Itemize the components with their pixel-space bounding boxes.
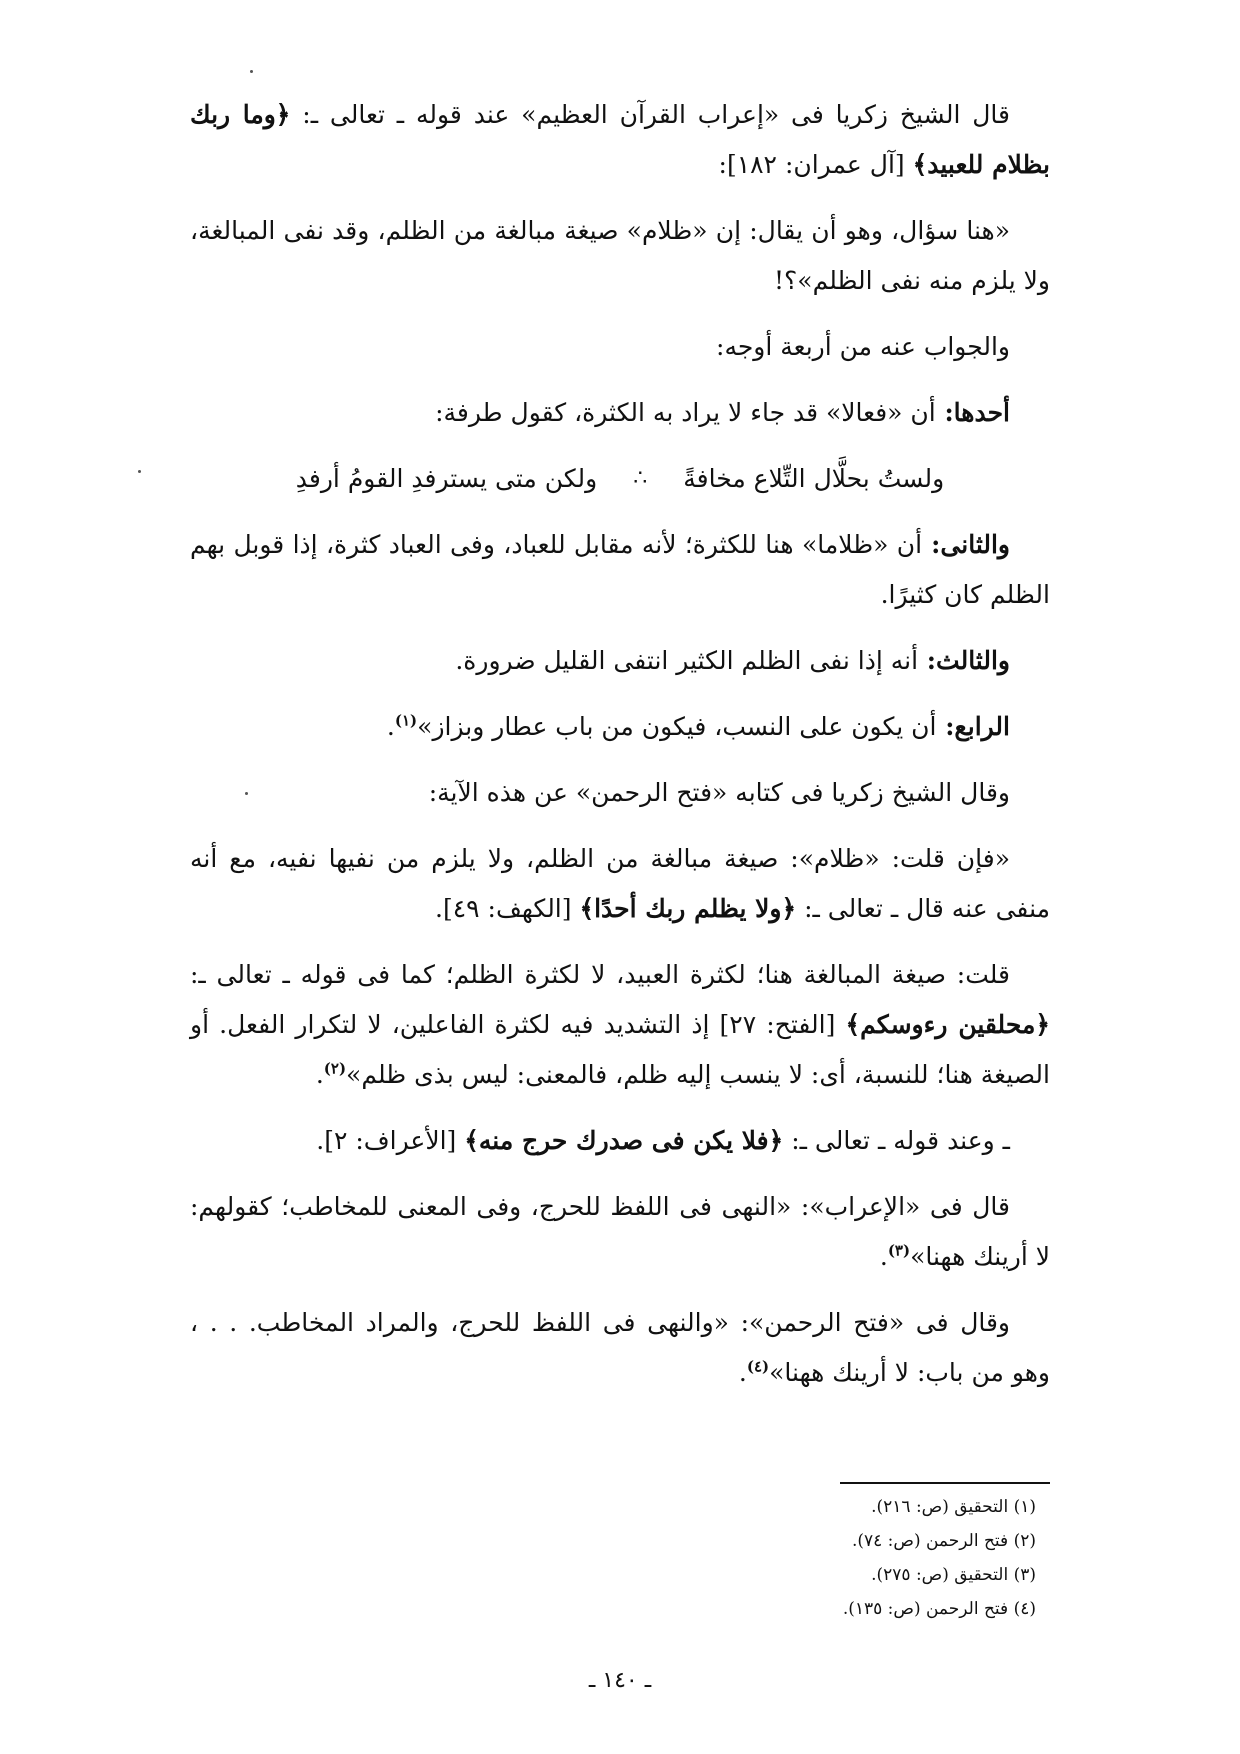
paragraph bbox=[190, 1182, 1050, 1282]
quran-verse: ﴿وما ربك بظلام للعبيد﴾ bbox=[190, 100, 1050, 179]
paragraph-text: أن «ظلاما» هنا للكثرة؛ لأنه مقابل للعباد، وفى العباد كثرة، إذا قوبل بهم الظلم كان كثيرًا. bbox=[190, 530, 1050, 609]
footnote-marker: (١) bbox=[394, 711, 418, 730]
quran-verse: ﴿ولا يظلم ربك أحدًا﴾ bbox=[579, 894, 797, 923]
paragraph bbox=[190, 322, 1050, 372]
paragraph-text: «هنا سؤال، وهو أن يقال: إن «ظلام» صيغة مبالغة من الظلم، وقد نفى المبالغة، ولا يلزم منه نفى الظلم»؟! bbox=[190, 216, 1050, 295]
page-body bbox=[190, 90, 1050, 1414]
verse-reference: [الفتح: ٢٧] إذ التشديد فيه لكثرة الفاعلين، لا لتكرار الفعل. أو الصيغة هنا؛ للنسبة، أى: لا ينسب إليه ظلم، فالمعنى: ليس بذى ظلم» bbox=[190, 1010, 1050, 1089]
quran-verse: ﴿محلقين رءوسكم﴾ bbox=[845, 1010, 1050, 1039]
paragraph-end: . bbox=[386, 712, 395, 741]
poem-second-hemistich: ولكن متى يسترفدِ القومُ أرفدِ bbox=[295, 464, 598, 493]
paragraph bbox=[190, 950, 1050, 1100]
poem-verse bbox=[190, 454, 1050, 504]
paragraph-lead: أحدها: bbox=[935, 398, 1010, 427]
paragraph-text: وقال فى «فتح الرحمن»: «والنهى فى اللفظ للحرج، والمراد المخاطب. . . ، وهو من باب: لا أرينك ههنا» bbox=[190, 1308, 1050, 1387]
paragraph bbox=[190, 206, 1050, 306]
paragraph-lead: والثانى: bbox=[922, 530, 1011, 559]
quran-verse: ﴿فلا يكن فى صدرك حرج منه﴾ bbox=[464, 1126, 784, 1155]
paragraph-text: أن «فعالا» قد جاء لا يراد به الكثرة، كقول طرفة: bbox=[435, 398, 936, 427]
paragraph-text: «فإن قلت: «ظلام»: صيغة مبالغة من الظلم، ولا يلزم من نفيها نفيه، مع أنه منفى عنه قال ـ تعالى ـ: bbox=[190, 844, 1050, 923]
paragraph-end: . bbox=[879, 1242, 888, 1271]
paragraph-text: ـ وعند قوله ـ تعالى ـ: bbox=[783, 1126, 1010, 1155]
verse-reference: [آل عمران: ١٨٢]: bbox=[718, 150, 913, 179]
footnote-marker: (٢) bbox=[323, 1059, 347, 1078]
paragraph-lead: والثالث: bbox=[918, 646, 1010, 675]
page-number: ـ ١٤٠ ـ bbox=[588, 1668, 652, 1693]
footnote-divider bbox=[840, 1482, 1050, 1484]
paragraph bbox=[190, 388, 1050, 438]
footnote-item: (١) التحقيق (ص: ٢١٦). bbox=[871, 1497, 1036, 1517]
footnote-marker: (٤) bbox=[746, 1357, 770, 1376]
paragraph bbox=[190, 1116, 1050, 1166]
paragraph-text: قال الشيخ زكريا فى «إعراب القرآن العظيم» عند قوله ـ تعالى ـ: bbox=[290, 100, 1010, 129]
verse-reference: [الكهف: ٤٩]. bbox=[435, 894, 580, 923]
poem-first-hemistich: ولستُ بحلَّال التِّلاع مخافةً bbox=[683, 464, 945, 493]
paragraph bbox=[190, 520, 1050, 620]
footnote-marker: (٣) bbox=[887, 1241, 911, 1260]
paragraph-text: قال فى «الإعراب»: «النهى فى اللفظ للحرج، وفى المعنى للمخاطب؛ كقولهم: لا أرينك ههنا» bbox=[190, 1192, 1050, 1271]
paragraph-text: قلت: صيغة المبالغة هنا؛ لكثرة العبيد، لا لكثرة الظلم؛ كما فى قوله ـ تعالى ـ: bbox=[190, 960, 1010, 989]
paragraph bbox=[190, 702, 1050, 752]
footnote-item: (٣) التحقيق (ص: ٢٧٥). bbox=[871, 1565, 1036, 1585]
scan-speck bbox=[138, 470, 141, 473]
paragraph-text: والجواب عنه من أربعة أوجه: bbox=[716, 332, 1010, 361]
paragraph-text: أن يكون على النسب، فيكون من باب عطار وبزاز» bbox=[417, 712, 937, 741]
footnote-item: (٢) فتح الرحمن (ص: ٧٤). bbox=[851, 1531, 1036, 1551]
footnotes bbox=[190, 1482, 1050, 1626]
paragraph bbox=[190, 90, 1050, 190]
paragraph bbox=[190, 636, 1050, 686]
verse-reference: [الأعراف: ٢]. bbox=[316, 1126, 465, 1155]
paragraph-end: . bbox=[738, 1358, 747, 1387]
paragraph-end: . bbox=[315, 1060, 324, 1089]
paragraph bbox=[190, 768, 1050, 818]
paragraph-lead: الرابع: bbox=[936, 712, 1010, 741]
paragraph bbox=[190, 834, 1050, 934]
scan-speck bbox=[250, 70, 253, 73]
poem-separator-icon: ∴ bbox=[633, 466, 648, 491]
footnote-item: (٤) فتح الرحمن (ص: ١٣٥). bbox=[842, 1599, 1036, 1619]
paragraph bbox=[190, 1298, 1050, 1398]
paragraph-text: أنه إذا نفى الظلم الكثير انتفى القليل ضرورة. bbox=[455, 646, 919, 675]
paragraph-text: وقال الشيخ زكريا فى كتابه «فتح الرحمن» عن هذه الآية: bbox=[428, 778, 1010, 807]
